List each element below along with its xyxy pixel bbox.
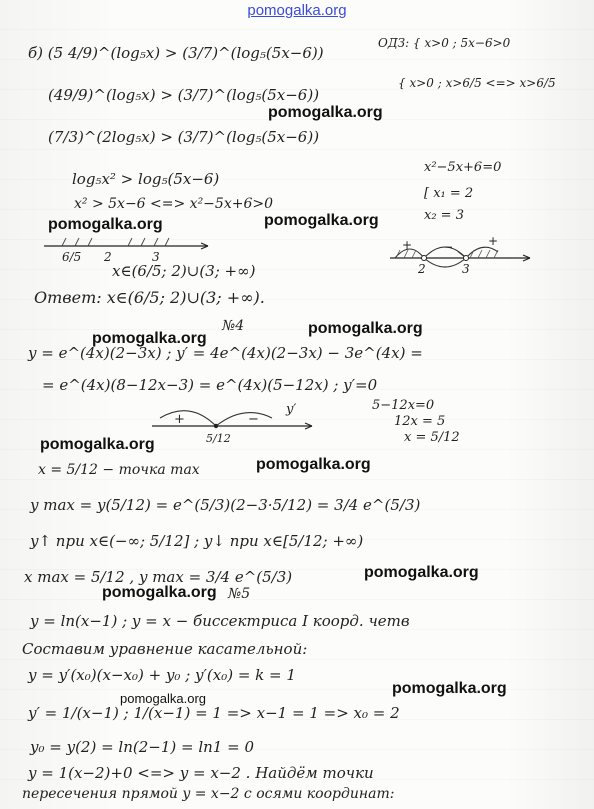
problem-5-line-3: y = y′(x₀)(x−x₀) + y₀ ; y′(x₀) = k = 1 [28,666,296,684]
problem-5-number: №5 [228,586,251,602]
odz-line-1: ОДЗ: { x>0 ; 5x−6>0 [378,36,511,50]
watermark: pomogalka.org [92,330,207,347]
watermark: pomogalka.org [102,584,217,601]
problem-4-line-3: 5−12x=0 [372,398,435,413]
watermark-small: pomogalka.org [120,691,206,706]
watermark: pomogalka.org [48,216,163,233]
problem-b-line-5: x² > 5x−6 <=> x²−5x+6>0 [74,196,273,212]
ymax-calc: y max = y(5/12) = e^(5/3)(2−3·5/12) = 3/4 e^(5/3) [30,496,421,514]
sign-chart-label-2: 2 [418,262,426,276]
sign-plus-right: + [488,234,499,248]
odz-line-2: { x>0 ; x>6/5 <=> x>6/5 [398,76,556,90]
problem-5-line-2: Составим уравнение касательной: [22,640,308,658]
problem-5-line-4: y′ = 1/(x−1) ; 1/(x−1) = 1 => x−1 = 1 => x₀ = 2 [28,704,400,722]
problem-4-final: x max = 5/12 , y max = 3/4 e^(5/3) [24,568,293,586]
critical-point-label: 5/12 [206,432,231,445]
answer-line: Ответ: x∈(6/5; 2)∪(3; +∞). [34,288,265,307]
watermark: pomogalka.org [264,212,379,229]
sign-minus-4: − [248,412,259,427]
problem-b-line-4: log₅x² > log₅(5x−6) [72,170,220,188]
problem-5-line-6: y = 1(x−2)+0 <=> y = x−2 . Найдём точки [28,764,374,782]
problem-5-line-1: y = ln(x−1) ; y = x − биссектриса I коорд. четв [30,612,410,630]
problem-4-line-5: x = 5/12 [404,430,460,445]
sign-chart-label-3: 3 [462,262,470,276]
problem-4-number: №4 [222,318,245,334]
problem-b-line-1: б) (5 4/9)^(log₅x) > (3/7)^(log₅(5x−6)) [28,44,324,62]
problem-b-line-3: (7/3)^(2log₅x) > (3/7)^(log₅(5x−6)) [48,128,320,146]
watermark: pomogalka.org [40,436,155,453]
derivative-label: y′ [286,402,297,417]
interval-label-6-5: 6/5 [62,250,82,264]
problem-5-line-7: пересечения прямой y = x−2 с осями координат: [22,786,395,802]
problem-b-line-2: (49/9)^(log₅x) > (3/7)^(log₅(5x−6)) [48,86,320,104]
interval-label-3: 3 [152,250,160,264]
watermark: pomogalka.org [268,104,383,121]
problem-5-line-5: y₀ = y(2) = ln(2−1) = ln1 = 0 [30,738,254,756]
monotonicity: y↑ при x∈(−∞; 5/12] ; y↓ при x∈[5/12; +∞) [30,532,364,550]
root-1: [ x₁ = 2 [424,186,474,201]
problem-4-line-1: y = e^(4x)(2−3x) ; y′ = 4e^(4x)(2−3x) − 3e^(4x) = [28,344,423,362]
problem-4-line-4: 12x = 5 [394,414,446,429]
root-2: x₂ = 3 [424,208,464,223]
watermark: pomogalka.org [392,680,507,697]
sign-minus: − [443,240,454,254]
problem-4-line-2: = e^(4x)(8−12x−3) = e^(4x)(5−12x) ; y′=0 [42,376,378,394]
watermark: pomogalka.org [256,456,371,473]
sign-plus-left: + [402,238,413,252]
site-header-link[interactable]: pomogalka.org [247,2,347,19]
watermark: pomogalka.org [308,320,423,337]
extremum-point: x = 5/12 − точка max [38,462,200,478]
interval-label-2: 2 [104,250,112,264]
sign-plus-4: + [174,412,185,427]
watermark: pomogalka.org [364,564,479,581]
solution-set: x∈(6/5; 2)∪(3; +∞) [112,262,256,280]
quadratic-equation: x²−5x+6=0 [424,160,502,175]
